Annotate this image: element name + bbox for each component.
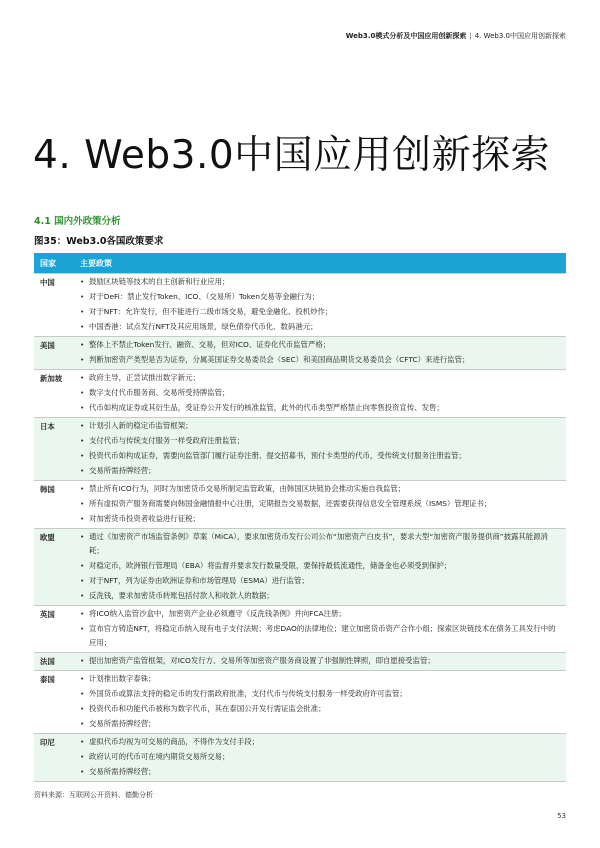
policy-item: • 判断加密资产类型是否为证券，分属美国证券交易委员会（SEC）和美国商品期货交易委员会（CFTC）来进行监管； [80, 353, 562, 368]
country-cell: 泰国 [34, 671, 74, 734]
table-row [34, 529, 566, 606]
policy-table [34, 253, 566, 782]
policy-list [80, 371, 562, 416]
policy-cell [74, 274, 566, 337]
country-cell: 中国 [34, 274, 74, 337]
policy-cell [74, 529, 566, 606]
country-cell: 新加坡 [34, 370, 74, 418]
policy-item: • 通过《加密资产市场监管条例》草案（MiCA），要求加密货币发行公司公布“加密资产白皮书”，要求大型“加密资产服务提供商”披露其能源消耗； [80, 530, 562, 559]
country-cell: 日本 [34, 418, 74, 481]
column-header-policies: 主要政策 [74, 253, 566, 274]
column-header-country: 国家 [34, 253, 74, 274]
policy-item: • 计划推出数字泰铢； [80, 672, 562, 687]
policy-item: • 反洗钱，要求加密货币转账包括付款人和收款人的数据； [80, 589, 562, 604]
table-row [34, 418, 566, 481]
country-cell: 韩国 [34, 481, 74, 529]
policy-item: • 虚拟代币均视为可交易的商品，不得作为支付手段； [80, 735, 562, 750]
policy-item: • 提出加密资产监管框架，对ICO发行方、交易所等加密资产服务商设置了非强制性牌照，即自愿接受监管； [80, 654, 562, 669]
policy-item: • 交易所需持牌经营； [80, 464, 562, 479]
policy-item: • 将ICO纳入监管沙盒中，加密资产企业必须遵守《反洗钱条例》并向FCA注册； [80, 607, 562, 622]
table-row [34, 274, 566, 337]
policy-list [80, 654, 562, 669]
policy-item: • 投资代币如构成证券，需要向监管部门履行证券注册、提交招募书，预付卡类型的代币，受传统支付服务注册监管； [80, 449, 562, 464]
source-note: 资料来源：互联网公开资料、德勤分析 [34, 791, 153, 799]
policy-item: • 宣布官方铸造NFT，将稳定币纳入现有电子支付法规；考虑DAO的法律地位；建立加密货币资产合作小组；探索区块链技术在债务工具发行中的应用； [80, 622, 562, 651]
policy-list [80, 607, 562, 651]
policy-item: • 交易所需持牌经营； [80, 717, 562, 732]
policy-cell [74, 653, 566, 671]
header-report-title: Web3.0模式分析及中国应用创新探索 [345, 32, 467, 40]
page-number: 53 [557, 812, 566, 820]
policy-list [80, 482, 562, 527]
policy-item: • 中国香港：试点发行NFT及其应用场景，绿色债券代币化、数码港元； [80, 320, 562, 335]
policy-item: • 数字支付代币服务商、交易所受持牌监管； [80, 386, 562, 401]
policy-item: • 对于NFT，列为证券由欧洲证券和市场管理局（ESMA）进行监管； [80, 574, 562, 589]
policy-item: • 禁止所有ICO行为，同时为加密货币交易所制定监管政策，由韩国区块链协会推动实施自我监管； [80, 482, 562, 497]
table-header-row [34, 253, 566, 274]
policy-item: • 政府主导，正尝试推出数字新元； [80, 371, 562, 386]
table-row [34, 337, 566, 370]
table-row [34, 734, 566, 782]
policy-cell [74, 337, 566, 370]
table-row [34, 370, 566, 418]
policy-list [80, 419, 562, 479]
country-cell: 英国 [34, 606, 74, 653]
policy-cell [74, 418, 566, 481]
table-row [34, 606, 566, 653]
policy-item: • 代币如构成证券或其衍生品，受证券公开发行的核准监管，此外的代币类型严格禁止向零售投资宣传、发售； [80, 401, 562, 416]
section-title: 4.1 国内外政策分析 [34, 216, 121, 227]
policy-list [80, 672, 562, 732]
policy-item: • 对稳定币，欧洲银行管理局（EBA）将监督并要求发行数量受限，要保持最低流通性，储备金也必须受到保护； [80, 559, 562, 574]
policy-item: • 对于NFT：允许发行，但不能进行二级市场交易，避免金融化、投机炒作； [80, 305, 562, 320]
policy-item: • 所有虚拟资产服务商需要向韩国金融情报中心注册，定期报告交易数据，还需要获得信息安全管理系统（ISMS）管理证书； [80, 497, 562, 512]
table-row [34, 671, 566, 734]
table-row [34, 481, 566, 529]
policy-item: • 对于DeFi：禁止发行Token、ICO、（交易所）Token交易等金融行为； [80, 290, 562, 305]
country-cell: 欧盟 [34, 529, 74, 606]
policy-list [80, 735, 562, 780]
policy-cell [74, 671, 566, 734]
policy-list [80, 275, 562, 335]
policy-cell [74, 734, 566, 782]
table-row [34, 653, 566, 671]
running-header [346, 31, 566, 41]
policy-cell [74, 481, 566, 529]
policy-item: • 鼓励区块链等技术的自主创新和行业应用； [80, 275, 562, 290]
policy-list [80, 530, 562, 604]
policy-cell [74, 606, 566, 653]
policy-item: • 计划引入新的稳定币监管框架； [80, 419, 562, 434]
policy-item: • 对加密货币投资者收益进行征税； [80, 512, 562, 527]
policy-list [80, 338, 562, 368]
policy-item: • 投资代币和功能代币被称为数字代币，其在泰国公开发行需证监会批准； [80, 702, 562, 717]
policy-item: • 外国货币或算法支持的稳定币的发行需政府批准，支付代币与传统支付服务一样受政府许可监管； [80, 687, 562, 702]
country-cell: 法国 [34, 653, 74, 671]
country-cell: 美国 [34, 337, 74, 370]
country-cell: 印尼 [34, 734, 74, 782]
policy-item: • 政府认可的代币可在境内期货交易所交易； [80, 750, 562, 765]
policy-cell [74, 370, 566, 418]
policy-item: • 整体上不禁止Token发行、融资、交易，但对ICO、证券化代币监管严格； [80, 338, 562, 353]
chapter-title: 4. Web3.0中国应用创新探索 [33, 133, 551, 178]
figure-title: 图35：Web3.0各国政策要求 [34, 236, 164, 247]
policy-item: • 交易所需持牌经营； [80, 765, 562, 780]
header-chapter: 4. Web3.0中国应用创新探索 [474, 32, 566, 40]
header-separator: | [469, 32, 472, 40]
policy-item: • 支付代币与传统支付服务一样受政府注册监管； [80, 434, 562, 449]
